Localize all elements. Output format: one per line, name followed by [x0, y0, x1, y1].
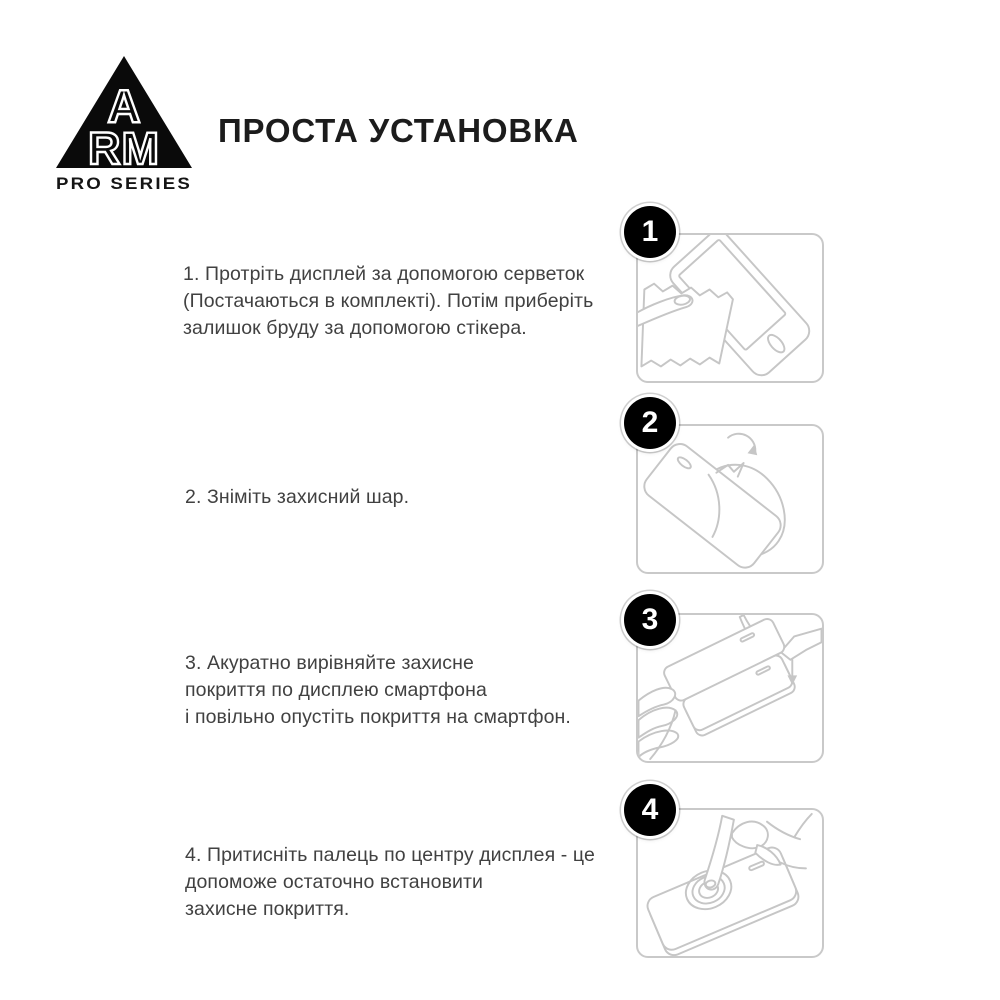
step-4-line-2: допоможе остаточно встановити [185, 871, 484, 893]
step-1-line-2: (Постачаються в комплекті). Потім приберіть [183, 290, 594, 312]
press-finger-on-center-icon [638, 810, 822, 956]
logo-letters-rm: RM [88, 123, 160, 174]
step-2-line-1: 2. Зніміть захисний шар. [185, 486, 410, 508]
step-1-number-badge: 1 [624, 206, 676, 258]
page-title: ПРОСТА УСТАНОВКА [218, 112, 579, 149]
step-1-line-1: 1. Протріть дисплей за допомогою серветок [183, 263, 585, 285]
step-1-illustration-box [636, 233, 824, 383]
step-4-number-badge: 4 [624, 784, 676, 836]
step-2-text [185, 484, 409, 511]
peel-protective-layer-icon [638, 426, 822, 572]
logo-letter-a: A [107, 80, 141, 132]
step-4-line-1: 4. Притисніть палець по центру дисплея - це [185, 844, 595, 866]
step-3-line-3: і повільно опустіть покриття на смартфон. [185, 706, 571, 728]
step-2-number-badge: 2 [624, 397, 676, 449]
step-3-text [185, 650, 571, 731]
arm-pro-series-logo [50, 53, 198, 195]
step-3-number-badge: 3 [624, 594, 676, 646]
step-4-line-3: захисне покриття. [185, 898, 350, 920]
step-3-line-2: покриття по дисплею смартфона [185, 679, 487, 701]
step-1-line-3: залишок бруду за допомогою стікера. [183, 317, 527, 339]
step-2-illustration-box [636, 424, 824, 574]
step-3-line-1: 3. Акуратно вирівняйте захисне [185, 652, 474, 674]
wipe-display-with-cloth-icon [638, 235, 822, 381]
step-4-text [185, 842, 595, 923]
logo-series-label: PRO SERIES [56, 174, 192, 193]
step-1-text [183, 261, 593, 342]
